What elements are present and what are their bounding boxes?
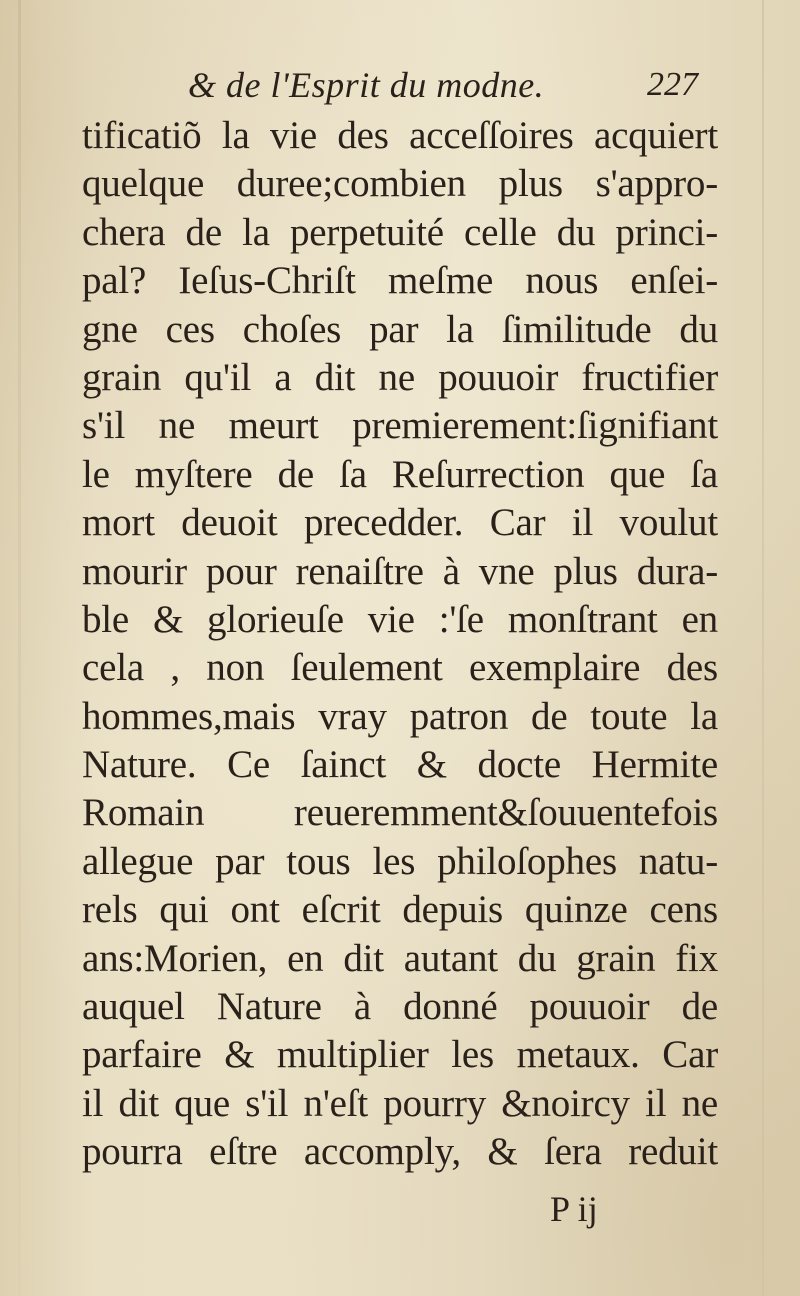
text-line: il dit que s'il n'eſt pourry &noircy il ne [82, 1081, 718, 1125]
text-line: chera de la perpetuité celle du princi- [82, 210, 718, 254]
text-line: allegue par tous les philoſophes natu- [82, 839, 718, 883]
page-number: 227 [647, 66, 698, 103]
text-line: tificatiõ la vie des acceſſoires acquiert [82, 114, 718, 157]
signature-mark: P ij [550, 1189, 598, 1229]
text-line: s'il ne meurt premierement:ſignifiant [82, 404, 718, 448]
text-line: Romain reueremment&ſouuentefois [82, 791, 718, 835]
running-head [188, 64, 698, 110]
body-text [82, 112, 718, 1177]
text-line: pourra eſtre accomply, & ſera reduit [82, 1130, 718, 1174]
text-line: quelque duree;combien plus s'appro- [82, 162, 718, 206]
text-line: auquel Nature à donné pouuoir de [82, 985, 718, 1029]
text-line: pal? Ieſus-Chriſt meſme nous enſei- [82, 259, 718, 303]
text-line: le myſtere de ſa Reſurrection que ſa [82, 452, 718, 496]
text-line: cela , non ſeulement exemplaire des [82, 646, 718, 690]
page-fold-shadow [762, 0, 764, 1296]
text-line: gne ces choſes par la ſimilitude du [82, 307, 718, 351]
text-line: grain qu'il a dit ne pouuoir fructifier [82, 355, 718, 399]
text-line: Nature. Ce ſainct & docte Hermite [82, 743, 718, 787]
text-line: mourir pour renaiſtre à vne plus dura- [82, 549, 718, 593]
text-line: hommes,mais vray patron de toute la [82, 694, 718, 738]
text-line: rels qui ont eſcrit depuis quinze cens [82, 888, 718, 932]
text-line: mort deuoit precedder. Car il voulut [82, 501, 718, 545]
text-line: parfaire & multiplier les metaux. Car [82, 1033, 718, 1077]
running-title: & de l'Esprit du modne. [188, 65, 545, 105]
page-edge-shadow [18, 0, 21, 1296]
text-line: ble & glorieuſe vie :'ſe monſtrant en [82, 597, 718, 641]
text-line: ans:Morien, en dit autant du grain fix [82, 936, 718, 980]
